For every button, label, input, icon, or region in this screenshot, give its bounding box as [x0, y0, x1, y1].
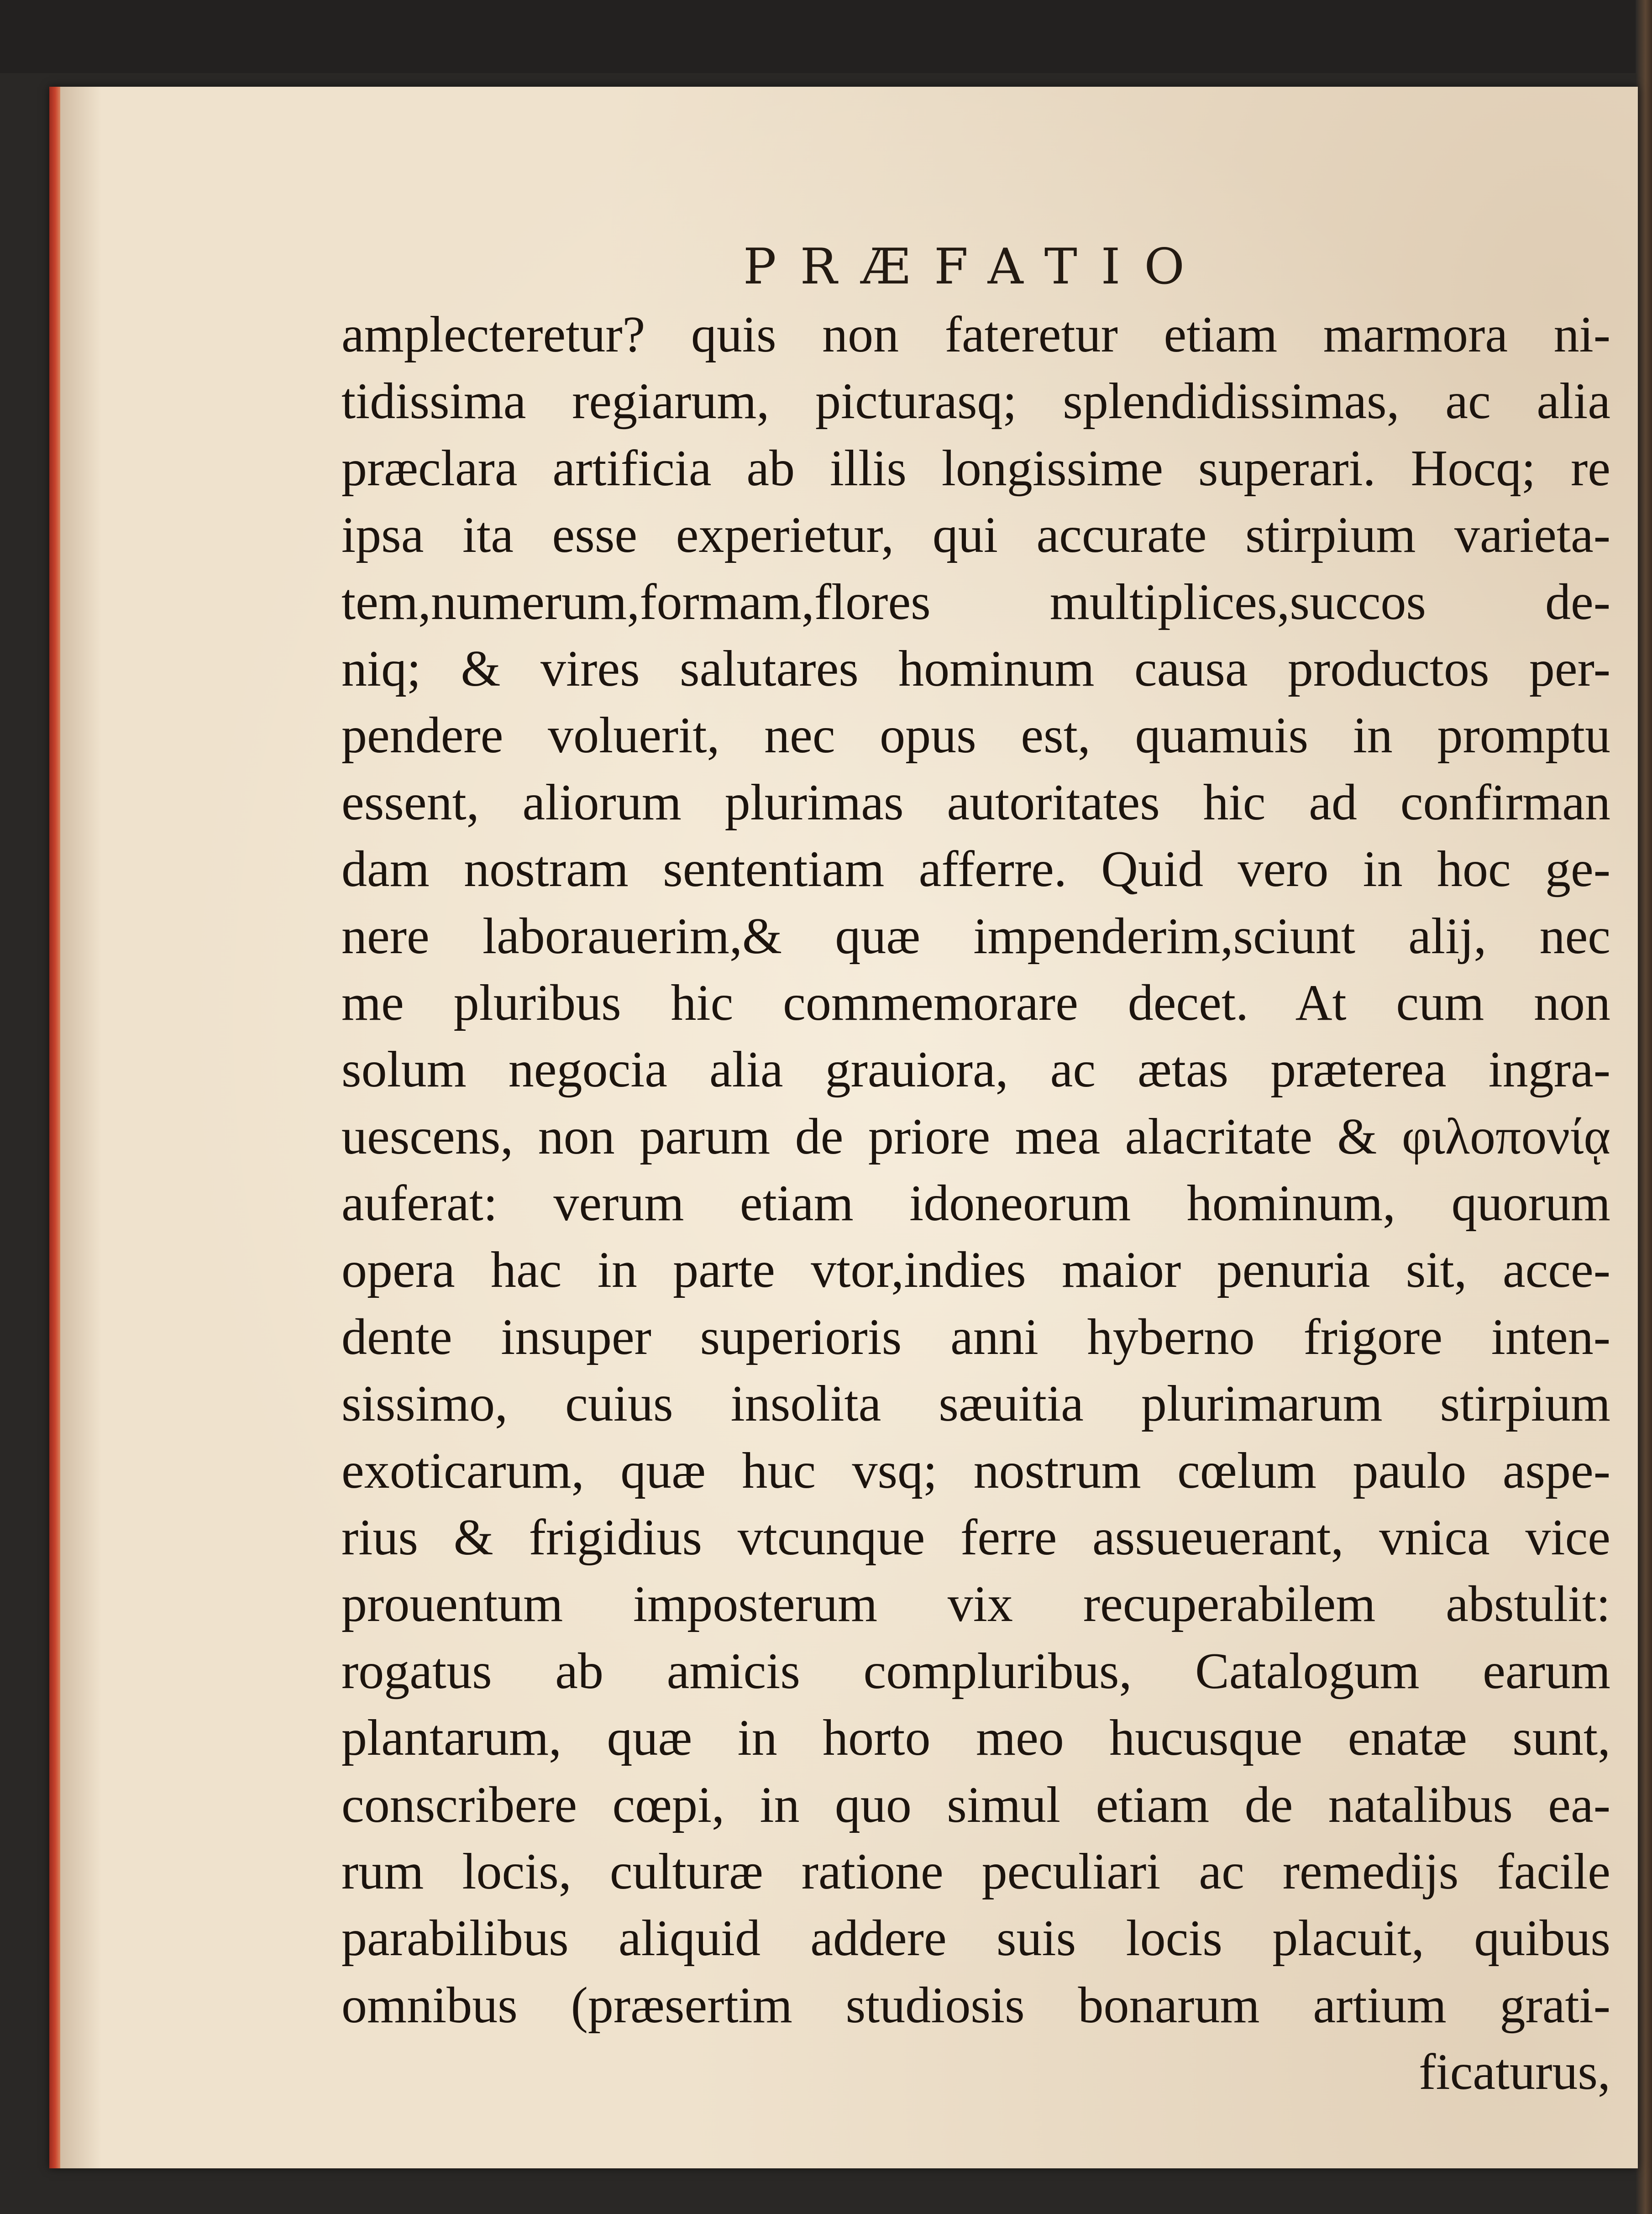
- text-line: tem,numerum,formam,flores multiplices,succos de-: [341, 573, 1610, 630]
- text-line: essent, aliorum plurimas autoritates hic ad confirman: [341, 774, 1610, 831]
- text-line: ipsa ita esse experietur, qui accurate stirpium varieta-: [341, 507, 1610, 564]
- scan-backdrop: [0, 0, 1652, 73]
- text-line: tidissima regiarum, picturasq; splendidissimas, ac alia: [341, 373, 1610, 430]
- text-line: rius & frigidius vtcunque ferre assueuerant, vnica vice: [341, 1509, 1610, 1566]
- text-line: prouentum imposterum vix recuperabilem abstulit:: [341, 1576, 1610, 1633]
- text-line: uescens, non parum de priore mea alacritate & φιλοπονίᾳ: [341, 1108, 1610, 1165]
- text-line: me pluribus hic commemorare decet. At cum non: [341, 974, 1610, 1031]
- text-line: opera hac in parte vtor,indies maior penuria sit, acce-: [341, 1242, 1610, 1299]
- text-line: dam nostram sententiam afferre. Quid vero in hoc ge-: [341, 841, 1610, 898]
- text-line: pendere voluerit, nec opus est, quamuis in promptu: [341, 707, 1610, 764]
- gutter-shadow: [60, 87, 101, 2168]
- red-page-edge: [49, 87, 60, 2168]
- text-line: conscribere cœpi, in quo simul etiam de natalibus ea-: [341, 1776, 1610, 1833]
- running-head: PRÆFATIO: [743, 238, 1208, 295]
- body-text: [341, 301, 1610, 2106]
- text-line: dente insuper superioris anni hyberno frigore inten-: [341, 1308, 1610, 1365]
- adjacent-leaf-edge: [1636, 0, 1652, 2214]
- text-line: nere laborauerim,& quæ impenderim,sciunt alij, nec: [341, 908, 1610, 965]
- text-line: parabilibus aliquid addere suis locis placuit, quibus: [341, 1910, 1610, 1967]
- text-line: exoticarum, quæ huc vsq; nostrum cœlum paulo aspe-: [341, 1442, 1610, 1499]
- catchword: ficaturus,: [1419, 2044, 1610, 2101]
- text-line: amplecteretur? quis non fateretur etiam marmora ni-: [341, 306, 1610, 363]
- text-line: sissimo, cuius insolita sæuitia plurimarum stirpium: [341, 1375, 1610, 1432]
- text-line: solum negocia alia grauiora, ac ætas præterea ingra-: [341, 1041, 1610, 1098]
- text-line: præclara artificia ab illis longissime superari. Hocq; re: [341, 440, 1610, 497]
- text-line: plantarum, quæ in horto meo hucusque enatæ sunt,: [341, 1710, 1610, 1767]
- text-line: omnibus (præsertim studiosis bonarum artium grati-: [341, 1977, 1610, 2034]
- book-page: [49, 87, 1638, 2168]
- text-line: niq; & vires salutares hominum causa productos per-: [341, 640, 1610, 697]
- text-line: rum locis, culturæ ratione peculiari ac remedijs facile: [341, 1843, 1610, 1900]
- text-line: rogatus ab amicis compluribus, Catalogum earum: [341, 1642, 1610, 1700]
- text-line: auferat: verum etiam idoneorum hominum, quorum: [341, 1175, 1610, 1232]
